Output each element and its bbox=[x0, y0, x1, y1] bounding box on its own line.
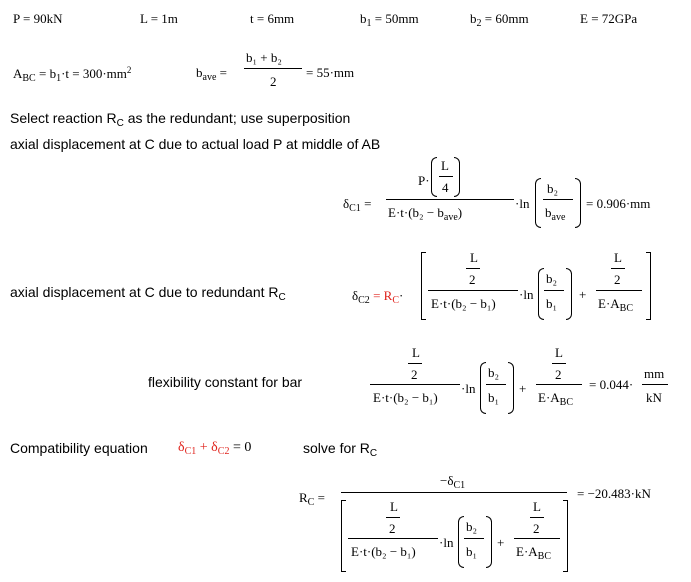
param-b2: $b_2 = 60mm$ bbox=[470, 11, 529, 29]
flex-ln-num: b₂ bbox=[488, 365, 500, 380]
dc2-bracket-left bbox=[421, 252, 426, 320]
compatibility-text: Compatibility equation bbox=[10, 440, 148, 456]
dc1-main-bar bbox=[386, 199, 514, 200]
dc2-redundant: $R_C$ bbox=[383, 288, 399, 306]
flexibility-text: flexibility constant for bar bbox=[148, 374, 303, 390]
area-equation: $A_{BC} = b_1\cdot t = 300\cdot mm^2$ bbox=[13, 65, 132, 84]
dc1-ln-bar bbox=[543, 199, 573, 200]
flex-plus: + bbox=[519, 381, 527, 396]
dc1-denominator: $E\cdot t\cdot(b_2 - b_{ave})$ bbox=[388, 205, 463, 223]
flex-result: = 0.044· bbox=[589, 377, 634, 392]
rc-L: L bbox=[390, 499, 398, 514]
flex-L2: L bbox=[555, 345, 563, 360]
dc2-L-bar bbox=[466, 268, 480, 269]
rc-ln-num: b₂ bbox=[466, 519, 478, 534]
rc-numerator: $-\delta_{C1}$ bbox=[440, 473, 466, 491]
dc1-ln-num: b₂ bbox=[547, 181, 559, 196]
dc2-lhs: $\delta_{C2} = R_C\cdot$ bbox=[352, 288, 404, 306]
dc2-ln-paren-right bbox=[566, 268, 572, 320]
flex-EA: $E\cdot A_{BC}$ bbox=[538, 390, 574, 408]
dc2-two2: 2 bbox=[614, 272, 621, 287]
load-displacement-text: axial displacement at C due to actual load P at middle of AB bbox=[10, 136, 381, 152]
flex-L: L bbox=[412, 345, 420, 360]
dc1-ln-den: $b_{ave}$ bbox=[545, 205, 566, 223]
rc-EA: $E\cdot A_{BC}$ bbox=[516, 544, 552, 562]
dc1-paren-left bbox=[431, 157, 437, 197]
bave-denominator: 2 bbox=[270, 74, 277, 89]
param-P: P = 90kN bbox=[13, 11, 63, 26]
dc2-second-bar bbox=[596, 290, 642, 291]
flex-ln: ·ln bbox=[461, 381, 476, 396]
rc-two: 2 bbox=[389, 521, 396, 536]
rc-L-bar bbox=[386, 517, 400, 518]
rc-L2: L bbox=[533, 499, 541, 514]
param-L: L = 1m bbox=[140, 11, 178, 26]
dc1-paren-right bbox=[454, 157, 460, 197]
rc-ln: ·ln bbox=[439, 535, 454, 550]
dc1-num-P: P· bbox=[418, 173, 430, 188]
bave-fraction-bar bbox=[244, 68, 302, 69]
dc2-bracket-right bbox=[646, 252, 651, 320]
dc2-ln-bar bbox=[544, 290, 564, 291]
bave-numerator: b₁ + b₂ bbox=[246, 50, 282, 65]
dc1-ln-paren-left bbox=[535, 178, 541, 228]
rc-lhs: $R_C$ = bbox=[299, 490, 325, 508]
rc-two2: 2 bbox=[533, 521, 540, 536]
flex-two2: 2 bbox=[555, 367, 562, 382]
dc2-denominator: E·t·(b₂ − b₁) bbox=[431, 296, 496, 311]
param-b1: $b_1 = 50mm$ bbox=[360, 11, 419, 29]
redundant-displacement-text: axial displacement at C due to redundant $R_C$ bbox=[10, 284, 286, 303]
rc-ln-paren-left bbox=[458, 516, 464, 568]
flex-ln-paren-right bbox=[508, 362, 514, 414]
flex-main-bar bbox=[370, 384, 460, 385]
dc1-num-4: 4 bbox=[442, 180, 449, 195]
bave-lhs: $b_{ave}$ = bbox=[196, 65, 227, 83]
dc1-lhs: $\delta_{C1}$ = bbox=[343, 196, 372, 214]
rc-result: = −20.483·kN bbox=[577, 486, 651, 501]
rc-denominator: E·t·(b₂ − b₁) bbox=[351, 544, 416, 559]
dc2-EA: $E\cdot A_{BC}$ bbox=[598, 296, 634, 314]
dc1-inner-bar bbox=[439, 176, 453, 177]
dc2-L2-bar bbox=[611, 268, 625, 269]
dc1-num-L: L bbox=[441, 158, 449, 173]
flex-second-bar bbox=[536, 384, 582, 385]
rc-second-bar bbox=[514, 538, 560, 539]
param-E: E = 72GPa bbox=[580, 11, 638, 26]
bave-result: = 55·mm bbox=[306, 65, 355, 80]
flex-unit-num: mm bbox=[644, 366, 665, 381]
rc-main-bar bbox=[341, 492, 567, 493]
rc-ln-bar bbox=[464, 538, 484, 539]
dc1-ln: ·ln bbox=[515, 196, 530, 211]
flex-ln-paren-left bbox=[480, 362, 486, 414]
redundant-text: Select reaction $R_C$ as the redundant; use superposition bbox=[10, 110, 351, 129]
dc2-ln: ·ln bbox=[519, 287, 534, 302]
dc1-ln-paren-right bbox=[575, 178, 581, 228]
dc2-plus: + bbox=[579, 287, 587, 302]
dc1-result: = 0.906·mm bbox=[586, 196, 651, 211]
dc2-ln-den: b₁ bbox=[546, 296, 558, 311]
dc2-L2: L bbox=[614, 250, 622, 265]
rc-ln-den: b₁ bbox=[466, 544, 478, 559]
flex-unit-bar bbox=[642, 384, 668, 385]
dc2-ln-num: b₂ bbox=[546, 271, 558, 286]
flex-L2-bar bbox=[552, 363, 566, 364]
flex-L-bar bbox=[408, 363, 422, 364]
rc-plus: + bbox=[497, 535, 505, 550]
rc-L2-bar bbox=[530, 517, 544, 518]
flex-two: 2 bbox=[411, 367, 418, 382]
dc2-L: L bbox=[470, 250, 478, 265]
rc-ln-paren-right bbox=[486, 516, 492, 568]
flex-unit-den: kN bbox=[646, 390, 662, 405]
solve-text: solve for $R_C$ bbox=[303, 440, 378, 459]
dc2-two: 2 bbox=[469, 272, 476, 287]
flex-ln-bar bbox=[486, 384, 506, 385]
rc-den-bar bbox=[348, 538, 438, 539]
dc2-ln-paren-left bbox=[538, 268, 544, 320]
rc-bracket-right bbox=[563, 500, 568, 572]
dc2-main-bar bbox=[428, 290, 518, 291]
rc-bracket-left bbox=[341, 500, 346, 572]
compatibility-equation: $\delta_{C1} + \delta_{C2} = 0$ bbox=[178, 440, 252, 457]
param-t: t = 6mm bbox=[250, 11, 295, 26]
flex-ln-den: b₁ bbox=[488, 390, 500, 405]
flex-denominator: E·t·(b₂ − b₁) bbox=[373, 390, 438, 405]
